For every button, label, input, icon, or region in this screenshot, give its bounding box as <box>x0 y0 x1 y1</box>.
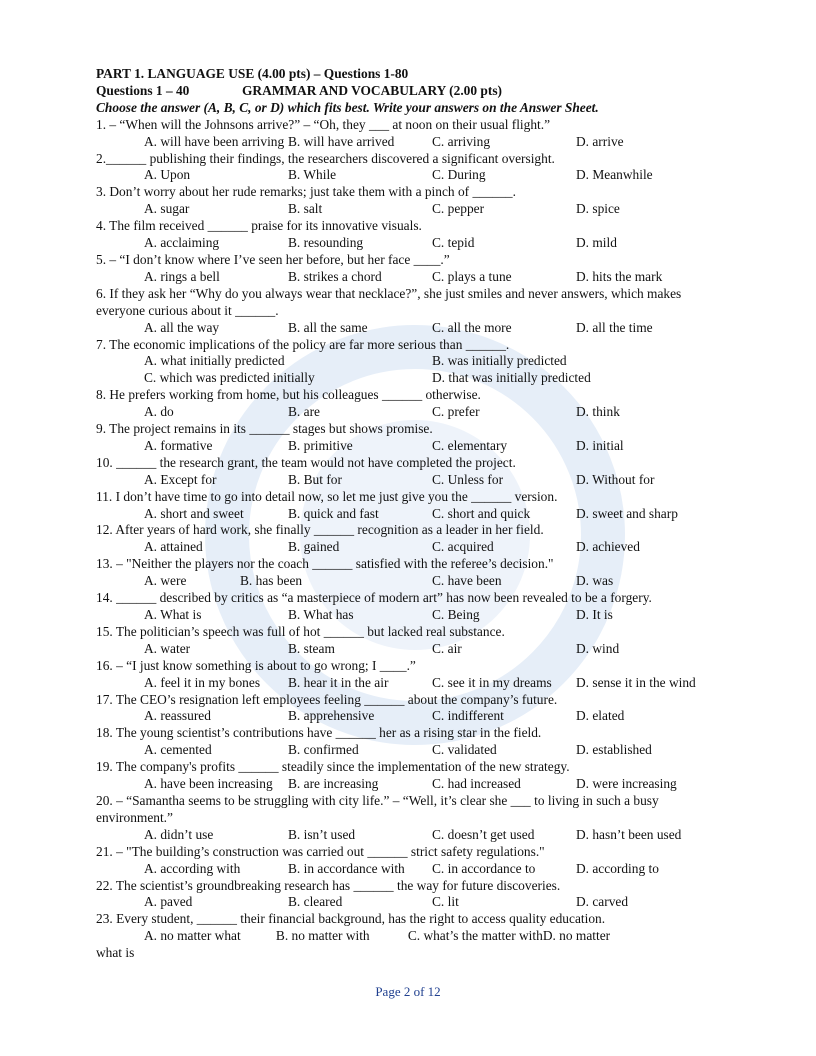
question-item <box>96 489 726 523</box>
answer-option[interactable]: C. During <box>432 167 486 183</box>
answer-option[interactable]: C. see it in my dreams <box>432 674 552 690</box>
options-row <box>96 573 726 590</box>
answer-option[interactable]: D. were increasing <box>576 776 677 792</box>
answer-option[interactable]: C. have been <box>432 573 502 589</box>
answer-option[interactable]: C. short and quick <box>432 505 531 521</box>
answer-option[interactable]: D. initial <box>576 437 624 453</box>
answer-option[interactable]: D. spice <box>576 201 620 217</box>
question-stem: 1. – “When will the Johnsons arrive?” – “Oh, they ___ at noon on their usual flight.” <box>96 116 551 132</box>
answer-option[interactable]: D. achieved <box>576 539 640 555</box>
answer-option[interactable]: A. Upon <box>144 167 191 183</box>
answer-option[interactable]: A. have been increasing <box>144 776 273 792</box>
options-row <box>96 167 726 184</box>
answer-option[interactable]: C. in accordance to <box>432 860 536 876</box>
answer-option[interactable]: D. all the time <box>576 319 653 335</box>
answer-option[interactable]: C. doesn’t get used <box>432 826 535 842</box>
answer-option[interactable]: B. no matter with <box>275 928 370 944</box>
section-title: GRAMMAR AND VOCABULARY (2.00 pts) <box>242 82 502 98</box>
answer-option[interactable]: B. hear it in the air <box>288 674 389 690</box>
answer-option[interactable]: D. sense it in the wind <box>576 674 696 690</box>
options-row <box>96 506 726 523</box>
answer-option[interactable]: C. pepper <box>432 201 485 217</box>
options-row <box>96 776 726 793</box>
options-row <box>96 269 726 286</box>
question-item <box>96 337 726 388</box>
answer-option[interactable]: D. It is <box>576 607 613 622</box>
answer-option[interactable]: C. elementary <box>432 437 508 453</box>
answer-option[interactable]: B. steam <box>288 640 335 656</box>
answer-option[interactable]: D. mild <box>576 235 617 251</box>
question-item <box>96 878 726 912</box>
answer-option[interactable]: B. apprehensive <box>288 708 375 724</box>
question-item <box>96 184 726 218</box>
answer-option[interactable]: B. While <box>288 167 337 183</box>
answer-option[interactable]: B. cleared <box>288 894 343 910</box>
answer-option[interactable]: D. elated <box>576 708 625 724</box>
question-stem: 9. The project remains in its ______ stages but shows promise. <box>96 421 433 437</box>
option-overflow-text: what is <box>96 945 135 961</box>
options-row <box>96 539 726 556</box>
answer-option[interactable]: B. strikes a chord <box>288 268 382 284</box>
answer-option[interactable]: A. What is <box>144 607 202 622</box>
options-row <box>96 353 726 370</box>
answer-option[interactable]: C. which was predicted initially <box>144 370 315 386</box>
question-stem: 16. – “I just know something is about to go wrong; I ____.” <box>96 657 416 673</box>
answer-option[interactable]: C. had increased <box>432 776 521 792</box>
answer-option[interactable]: C. indifferent <box>432 708 504 724</box>
answer-option[interactable]: D. hits the mark <box>576 268 663 284</box>
answer-option[interactable]: C. validated <box>432 742 497 758</box>
answer-option[interactable]: D. Without for <box>576 471 655 487</box>
answer-option[interactable]: C. acquired <box>432 539 494 555</box>
section-heading <box>96 83 726 100</box>
options-row <box>96 827 726 844</box>
question-item <box>96 117 726 151</box>
answer-option[interactable]: B. quick and fast <box>288 505 379 521</box>
options-row <box>96 708 726 725</box>
answer-option[interactable]: D. hasn’t been used <box>576 826 682 842</box>
question-item <box>96 556 726 590</box>
answer-option[interactable]: D. no matter <box>542 928 611 944</box>
answer-option[interactable]: A. water <box>144 640 191 656</box>
answer-option[interactable]: C. Being <box>432 607 480 622</box>
answer-option[interactable]: B. What has <box>288 607 354 622</box>
options-row <box>96 641 726 658</box>
answer-option[interactable]: C. arriving <box>432 133 491 149</box>
answer-option[interactable]: A. acclaiming <box>144 235 220 251</box>
options-row <box>96 607 726 624</box>
question-item <box>96 286 726 337</box>
question-stem: 15. The politician’s speech was full of hot ______ but lacked real substance. <box>96 623 505 639</box>
question-item <box>96 692 726 726</box>
question-item <box>96 590 726 624</box>
answer-option[interactable]: C. air <box>432 640 462 656</box>
answer-option[interactable]: B. salt <box>288 201 323 217</box>
answer-option[interactable]: D. sweet and sharp <box>576 505 678 521</box>
answer-option[interactable]: D. wind <box>576 640 620 656</box>
question-stem: 23. Every student, ______ their financial background, has the right to access quality education. <box>96 911 606 927</box>
page-footer: Page 2 of 12 <box>375 984 441 999</box>
answer-option[interactable]: A. will have been arriving <box>144 133 285 149</box>
question-item <box>96 218 726 252</box>
answer-option[interactable]: B. will have arrived <box>288 133 395 149</box>
answer-option[interactable]: D. carved <box>576 894 629 910</box>
question-item <box>96 387 726 421</box>
options-row <box>96 438 726 455</box>
answer-option[interactable]: B. are <box>288 404 320 420</box>
question-item <box>96 844 726 878</box>
answer-option[interactable]: B. primitive <box>288 437 353 453</box>
question-stem: 17. The CEO’s resignation left employees feeling ______ about the company’s future. <box>96 691 558 707</box>
answer-option[interactable]: A. feel it in my bones <box>144 674 261 690</box>
question-stem: 2.______ publishing their findings, the researchers discovered a significant oversight. <box>96 150 555 166</box>
answer-option[interactable]: D. established <box>576 742 652 758</box>
question-stem: 19. The company's profits ______ steadily since the implementation of the new strategy. <box>96 759 570 775</box>
answer-option[interactable]: B. But for <box>288 471 342 487</box>
question-item <box>96 911 726 962</box>
answer-option[interactable]: B. in accordance with <box>288 860 405 876</box>
answer-option[interactable]: C. lit <box>432 894 459 910</box>
question-stem: 13. – "Neither the players nor the coach ______ satisfied with the referee’s decision." <box>96 556 554 572</box>
answer-option[interactable]: C. plays a tune <box>432 268 512 284</box>
answer-option[interactable]: A. paved <box>144 894 193 910</box>
question-stem: 8. He prefers working from home, but his colleagues ______ otherwise. <box>96 387 481 403</box>
answer-option[interactable]: D. think <box>576 404 620 420</box>
question-item <box>96 624 726 658</box>
question-stem: 12. After years of hard work, she finally ______ recognition as a leader in her field. <box>96 522 544 538</box>
options-row <box>96 235 726 252</box>
question-stem: 5. – “I don’t know where I’ve seen her before, but her face ____.” <box>96 251 450 267</box>
answer-option[interactable]: A. reassured <box>144 708 211 724</box>
question-list <box>96 117 726 962</box>
answer-option[interactable]: C. tepid <box>432 235 475 251</box>
answer-option[interactable]: D. that was initially predicted <box>432 370 591 386</box>
question-stem: 20. – “Samantha seems to be struggling with city life.” – “Well, it’s clear she ___ to living in such a busy environment.” <box>96 792 659 825</box>
answer-option[interactable]: A. didn’t use <box>144 826 214 842</box>
question-stem: 7. The economic implications of the policy are far more serious than ______. <box>96 336 510 352</box>
answer-option[interactable]: D. was <box>576 573 614 589</box>
options-row <box>96 404 726 421</box>
answer-option[interactable]: A. rings a bell <box>144 268 220 284</box>
answer-option[interactable]: B. confirmed <box>288 742 359 758</box>
options-row <box>96 370 726 387</box>
question-stem: 6. If they ask her “Why do you always wear that necklace?”, she just smiles and never answers, which makes everyone curious about it ______. <box>96 285 682 318</box>
question-stem: 14. ______ described by critics as “a masterpiece of modern art” has now been revealed to be a forgery. <box>96 590 652 606</box>
answer-option[interactable]: D. Meanwhile <box>576 167 653 183</box>
answer-option[interactable]: A. attained <box>144 539 203 555</box>
question-item <box>96 759 726 793</box>
question-item <box>96 455 726 489</box>
answer-option[interactable]: B. are increasing <box>288 776 379 792</box>
answer-option[interactable]: C. Unless for <box>432 471 504 487</box>
question-item <box>96 252 726 286</box>
answer-option[interactable]: A. sugar <box>144 201 190 217</box>
answer-option[interactable]: B. gained <box>288 539 340 555</box>
options-row <box>96 201 726 218</box>
question-stem: 22. The scientist’s groundbreaking research has ______ the way for future discoveries. <box>96 877 561 893</box>
question-item <box>96 522 726 556</box>
question-stem: 18. The young scientist’s contributions have ______ her as a rising star in the field. <box>96 725 542 741</box>
answer-option[interactable]: A. were <box>144 573 187 589</box>
question-item <box>96 725 726 759</box>
question-item <box>96 421 726 455</box>
exam-page <box>96 66 726 962</box>
question-item <box>96 793 726 844</box>
question-item <box>96 658 726 692</box>
question-stem: 11. I don’t have time to go into detail now, so let me just give you the ______ version. <box>96 488 558 504</box>
options-row <box>96 928 726 945</box>
answer-option[interactable]: D. arrive <box>576 133 624 149</box>
question-stem: 4. The film received ______ praise for its innovative visuals. <box>96 218 422 234</box>
answer-option[interactable]: A. all the way <box>144 319 220 335</box>
options-row <box>96 320 726 337</box>
section-range: Questions 1 – 40 <box>96 82 190 98</box>
answer-option[interactable]: D. according to <box>576 860 659 876</box>
options-row <box>96 894 726 911</box>
answer-option[interactable]: C. what’s the matter with <box>407 928 543 944</box>
answer-option[interactable]: A. formative <box>144 437 213 453</box>
options-row <box>96 861 726 878</box>
answer-option[interactable]: A. no matter what <box>144 928 241 944</box>
options-row <box>96 134 726 151</box>
options-row <box>96 742 726 759</box>
question-stem: 21. – "The building’s construction was carried out ______ strict safety regulations." <box>96 843 545 859</box>
options-row <box>96 675 726 692</box>
answer-option[interactable]: C. prefer <box>432 404 480 420</box>
part-heading: PART 1. LANGUAGE USE (4.00 pts) – Questions 1-80 <box>96 66 409 81</box>
answer-option[interactable]: A. do <box>144 404 174 420</box>
question-item <box>96 151 726 185</box>
answer-option[interactable]: B. resounding <box>288 235 364 251</box>
answer-option[interactable]: A. according with <box>144 860 241 876</box>
answer-option[interactable]: B. was initially predicted <box>432 353 567 369</box>
answer-option[interactable]: B. all the same <box>288 319 368 335</box>
answer-option[interactable]: A. what initially predicted <box>144 353 285 369</box>
question-stem: 3. Don’t worry about her rude remarks; just take them with a pinch of ______. <box>96 184 516 200</box>
answer-option[interactable]: A. cemented <box>144 742 212 758</box>
answer-option[interactable]: B. has been <box>240 573 303 589</box>
options-row <box>96 472 726 489</box>
instruction: Choose the answer (A, B, C, or D) which fits best. Write your answers on the Answer Sheet. <box>96 99 599 115</box>
answer-option[interactable]: C. all the more <box>432 319 512 335</box>
answer-option[interactable]: B. isn’t used <box>288 826 356 842</box>
answer-option[interactable]: A. short and sweet <box>144 505 244 521</box>
question-stem: 10. ______ the research grant, the team would not have completed the project. <box>96 454 516 470</box>
answer-option[interactable]: A. Except for <box>144 471 217 487</box>
